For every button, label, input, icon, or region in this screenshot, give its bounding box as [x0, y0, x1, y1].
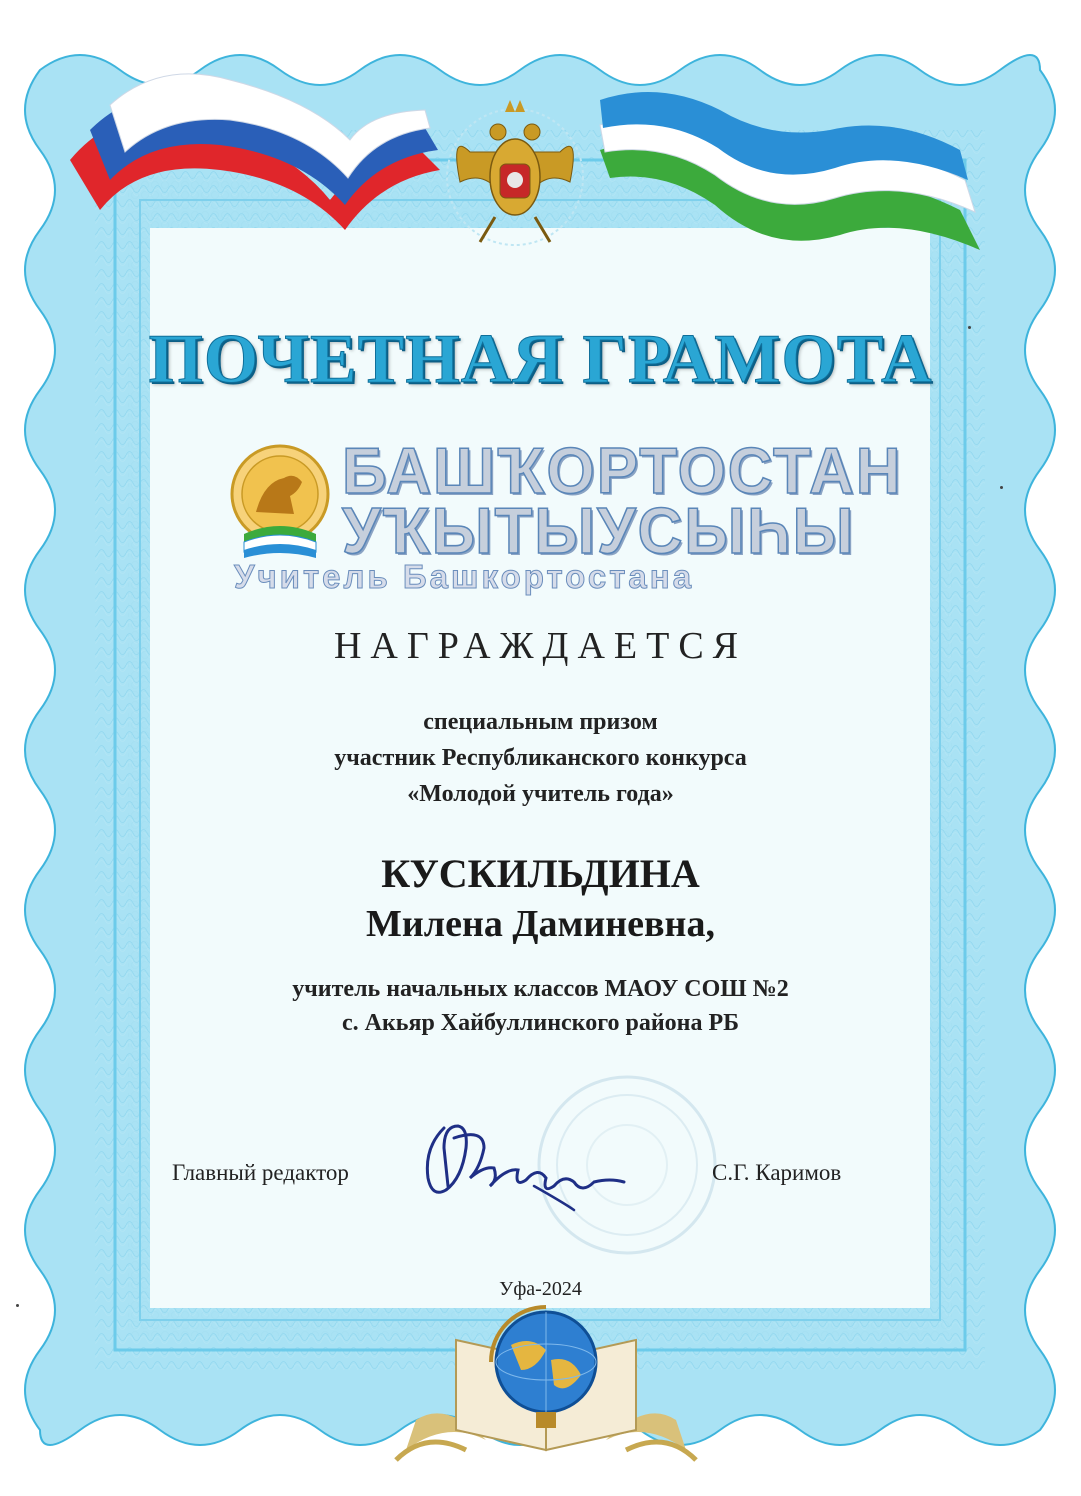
- recipient-last-name: КУСКИЛЬДИНА: [381, 851, 700, 896]
- position-line: с. Акьяр Хайбуллинского района РБ: [341, 1010, 740, 1036]
- city-year: Уфа-2024: [499, 1278, 582, 1300]
- awarded-label: НАГРАЖДАЕТСЯ: [333, 625, 748, 667]
- handwritten-signature: [414, 1108, 654, 1228]
- paper-speck: [16, 1304, 19, 1307]
- logo-text-line2: УҠЫТЫУСЫҺЫ: [342, 495, 856, 568]
- logo-text-line3: Учитель Башкортостана: [234, 558, 695, 595]
- certificate-title: ПОЧЕТНАЯ ГРАМОТА: [148, 321, 933, 398]
- recipient-position: [0, 972, 1081, 1040]
- reason-line: специальным призом: [423, 709, 658, 735]
- globe-book-icon: [386, 1300, 706, 1470]
- position-line: учитель начальных классов МАОУ СОШ №2: [292, 976, 789, 1002]
- reason-line: «Молодой учитель года»: [407, 781, 674, 807]
- bashkortostan-emblem-icon: [224, 442, 336, 562]
- recipient-first-names: Милена Даминевна,: [366, 903, 715, 945]
- signature-role: Главный редактор: [172, 1160, 349, 1185]
- signer-name: С.Г. Каримов: [712, 1160, 842, 1185]
- russian-coat-of-arms-icon: [440, 92, 590, 252]
- logo-block: [224, 435, 903, 606]
- paper-speck: [1000, 486, 1003, 489]
- logo-text-line1: БАШҠОРТОСТАН: [342, 435, 903, 508]
- award-reason: [0, 704, 1081, 812]
- paper-speck: [968, 326, 971, 329]
- reason-line: участник Республиканского конкурса: [334, 745, 747, 771]
